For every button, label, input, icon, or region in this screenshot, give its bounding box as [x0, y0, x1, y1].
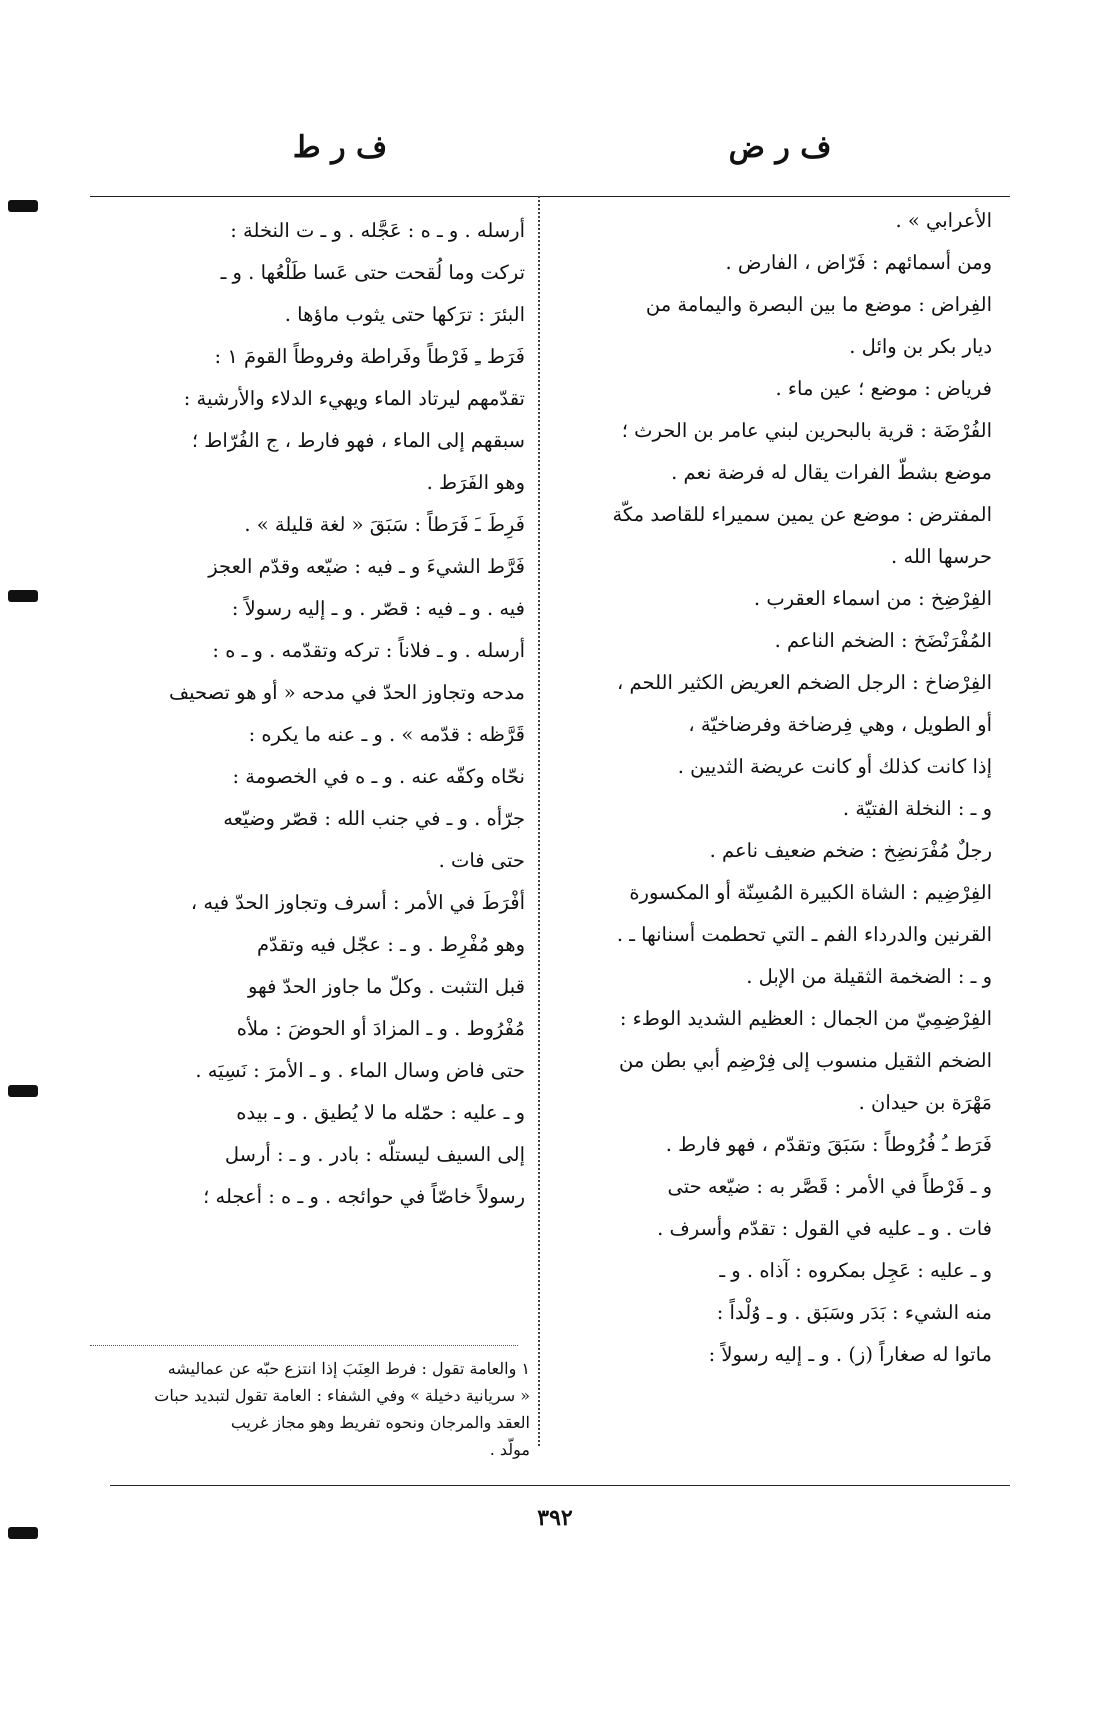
column-divider: [538, 196, 540, 1446]
text-line: ديار بكر بن وائل .: [849, 335, 992, 358]
text-line: تركت وما لُقحت حتى عَسا طَلْعُها . و ـ: [220, 261, 525, 284]
text-line: ومن أسمائهم : فَرّاض ، الفارض .: [725, 251, 992, 274]
text-line: حرسها الله .: [891, 545, 992, 568]
scan-edge-mark: [8, 1085, 38, 1097]
text-line: موضع بشطّ الفرات يقال له فرضة نعم .: [671, 461, 992, 484]
footnote-line: العقد والمرجان ونحوه تفريط وهو مجاز غريب: [230, 1413, 530, 1432]
page-number: ٣٩٢: [537, 1505, 573, 1531]
text-line: فَرَط ـُ فُرُوطاً : سَبَقَ وتقدّم ، فهو فارط .: [665, 1133, 992, 1156]
text-line: الفِرْضِيم : الشاة الكبيرة المُسِنّة أو المكسورة: [629, 881, 992, 904]
top-rule: [90, 196, 1010, 197]
text-line: الضخم الثقيل منسوب إلى فِرْضِم أبي بطن من: [618, 1049, 992, 1072]
text-line: ماتوا له صغاراً (ز) . و ـ إليه رسولاً :: [708, 1343, 992, 1366]
text-line: منه الشيء : بَدَر وسَبَق . و ـ وُلْداً :: [716, 1301, 992, 1324]
footnote-line: ١ والعامة تقول : فرط العِنَبَ إذا انتزع حبّه عن عماليشه: [167, 1359, 530, 1378]
text-line: المُفْرَنْضَخ : الضخم الناعم .: [774, 629, 992, 652]
text-line: حتى فات .: [438, 849, 525, 872]
text-line: إلى السيف ليستلّه : بادر . و ـ : أرسل: [224, 1143, 525, 1166]
text-line: و ـ : الضخمة الثقيلة من الإبل .: [746, 965, 992, 988]
text-line: فَرَّط الشيءَ و ـ فيه : ضيّعه وقدّم العجز: [208, 555, 525, 578]
text-line: فَرِطَ ـَ فَرَطاً : سَبَقَ « لغة قليلة » .: [244, 513, 525, 536]
text-line: قبل التثبت . وكلّ ما جاوز الحدّ فهو: [248, 975, 525, 998]
text-line: الفُرْضَة : قرية بالبحرين لبني عامر بن الحرث ؛: [621, 419, 992, 442]
footnote: [90, 1355, 530, 1463]
text-line: جرّأه . و ـ في جنب الله : قصّر وضيّعه: [223, 807, 525, 830]
text-line: قَرَّظه : قدّمه » . و ـ عنه ما يكره :: [248, 723, 525, 746]
left-column: [90, 210, 525, 1218]
text-line: رسولاً خاصّاً في حوائجه . و ـ ه : أعجله ؛: [203, 1185, 525, 1208]
text-line: الفِرْضاخ : الرجل الضخم العريض الكثير اللحم ،: [617, 671, 992, 694]
text-line: سبقهم إلى الماء ، فهو فارط ، ج الفُرّاط ؛: [191, 429, 525, 452]
text-line: البئرَ : ترَكها حتى يثوب ماؤها .: [284, 303, 525, 326]
running-header-right: ف ر ض: [728, 130, 832, 165]
footnote-rule: [90, 1345, 518, 1346]
text-line: الفِراض : موضع ما بين البصرة واليمامة من: [645, 293, 992, 316]
text-line: الفِرْضِخ : من اسماء العقرب .: [753, 587, 992, 610]
text-line: و ـ عليه : حمّله ما لا يُطيق . و ـ بيده: [236, 1101, 525, 1124]
text-line: نحّاه وكفّه عنه . و ـ ه في الخصومة :: [232, 765, 525, 788]
right-column: [552, 200, 992, 1376]
text-line: مُفْرُوط . و ـ المزادَ أو الحوضَ : ملأه: [236, 1017, 525, 1040]
text-line: أرسله . و ـ فلاناً : تركه وتقدّمه . و ـ ه :: [212, 639, 525, 662]
text-line: رجلٌ مُفْرَنضِخ : ضخم ضعيف ناعم .: [709, 839, 992, 862]
text-line: مدحه وتجاوز الحدّ في مدحه « أو هو تصحيف: [168, 681, 525, 704]
text-line: وهو مُفْرِط . و ـ : عجّل فيه وتقدّم: [256, 933, 525, 956]
scan-edge-mark: [8, 590, 38, 602]
text-line: فرياض : موضع ؛ عين ماء .: [775, 377, 992, 400]
text-line: حتى فاض وسال الماء . و ـ الأمرَ : نَسِيَه .: [195, 1059, 525, 1082]
footnote-line: مولّد .: [489, 1440, 530, 1459]
scan-edge-mark: [8, 200, 38, 212]
text-line: القرنين والدرداء الفم ـ التي تحطمت أسنانها ـ .: [616, 923, 992, 946]
text-line: فات . و ـ عليه في القول : تقدّم وأسرف .: [657, 1217, 992, 1240]
text-line: إذا كانت كذلك أو كانت عريضة الثديين .: [677, 755, 992, 778]
text-line: الفِرْضِمِيّ من الجمال : العظيم الشديد الوطء :: [619, 1007, 992, 1030]
text-line: الأعرابي » .: [895, 209, 992, 232]
text-line: أرسله . و ـ ه : عَجَّله . و ـ ت النخلة :: [230, 219, 525, 242]
scan-edge-mark: [8, 1527, 38, 1539]
text-line: تقدّمهم ليرتاد الماء ويهيء الدلاء والأرشية :: [183, 387, 525, 410]
running-header-left: ف ر ط: [292, 130, 388, 165]
text-line: مَهْرَة بن حيدان .: [858, 1091, 992, 1114]
text-line: و ـ عليه : عَجِل بمكروه : آذاه . و ـ: [719, 1259, 992, 1282]
text-line: وهو الفَرَط .: [426, 471, 525, 494]
text-line: و ـ فَرْطاً في الأمر : قَصَّر به : ضيّعه حتى: [667, 1175, 992, 1198]
text-line: فَرَط ـِ فَرْطاً وفَراطة وفروطاً القومَ ١ :: [214, 345, 525, 368]
bottom-rule: [110, 1485, 1010, 1486]
footnote-line: « سريانية دخيلة » وفي الشفاء : العامة تقول لتبديد حبات: [154, 1386, 530, 1405]
text-line: أفْرَطَ في الأمر : أسرف وتجاوز الحدّ فيه ،: [190, 891, 525, 914]
text-line: المفترض : موضع عن يمين سميراء للقاصد مكّة: [612, 503, 992, 526]
text-line: و ـ : النخلة الفتيّة .: [842, 797, 992, 820]
text-line: فيه . و ـ فيه : قصّر . و ـ إليه رسولاً :: [231, 597, 525, 620]
text-line: أو الطويل ، وهي فِرضاخة وفرضاخيّة ،: [688, 713, 992, 736]
